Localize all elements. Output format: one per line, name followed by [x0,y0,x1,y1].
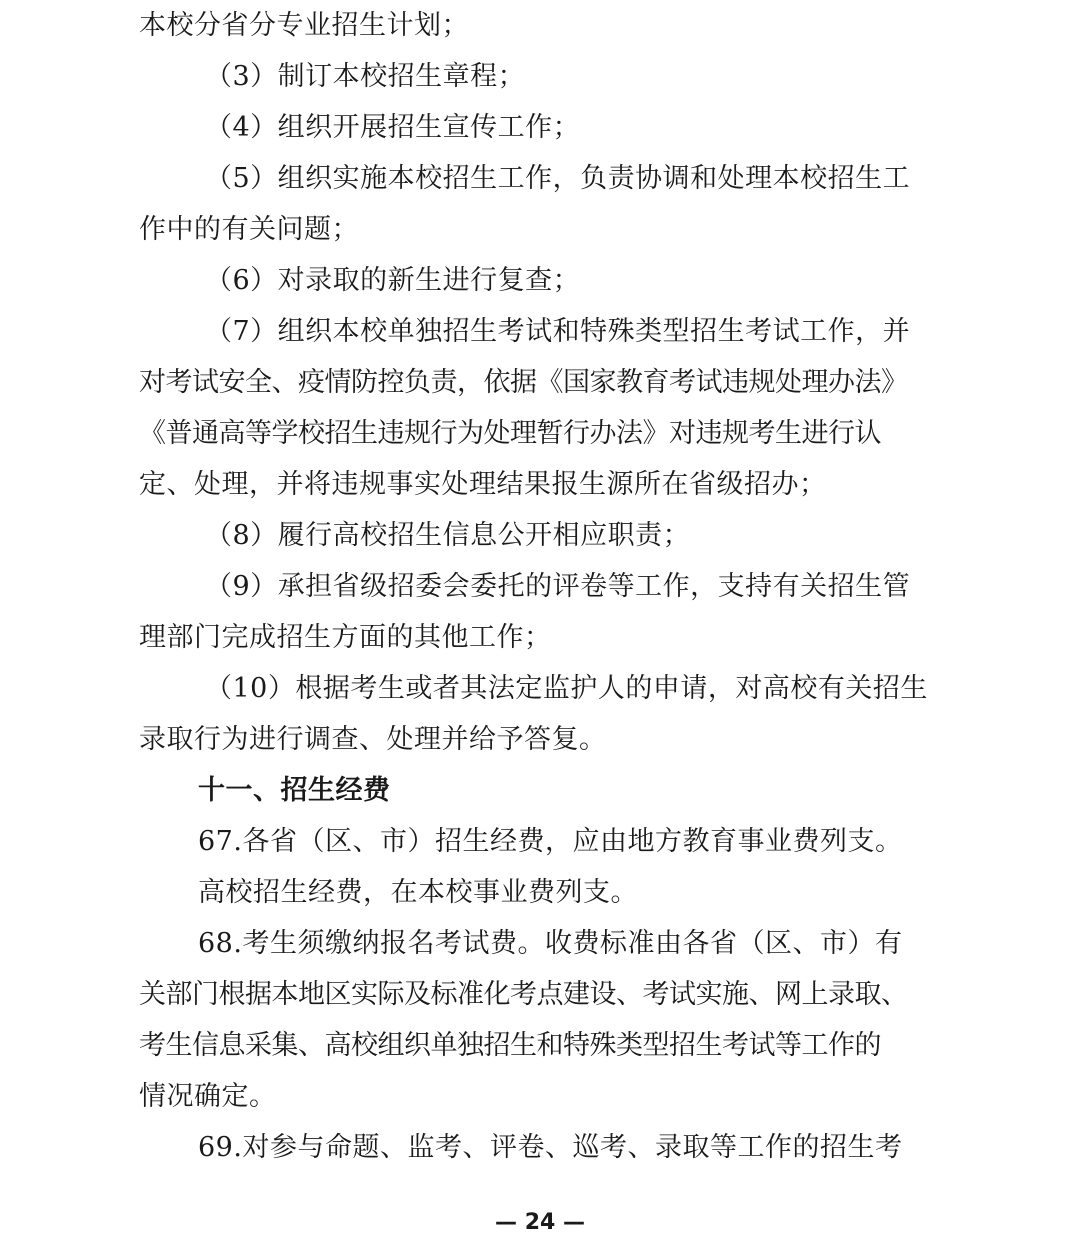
text-line: 《普通高等学校招生违规行为处理暂行办法》对违规考生进行认 [139,418,881,449]
text-line: 高校招生经费，在本校事业费列支。 [198,877,638,908]
page-number: — 24 — [495,1210,585,1235]
text-line: 本校分省分专业招生计划； [139,10,469,41]
text-line: （10）根据考生或者其法定监护人的申请，对高校有关招生 [205,673,928,704]
text-line: 作中的有关问题； [139,214,359,245]
text-line: 录取行为进行调查、处理并给予答复。 [139,724,607,755]
text-line: （8）履行高校招生信息公开相应职责； [205,520,691,551]
text-line: 67.各省（区、市）招生经费，应由地方教育事业费列支。 [198,826,903,857]
text-line: 68.考生须缴纳报名考试费。收费标准由各省（区、市）有 [198,928,903,959]
text-line: 关部门根据本地区实际及标准化考点建设、考试实施、网上录取、 [139,979,908,1010]
text-line: （6）对录取的新生进行复查； [205,265,581,296]
text-line: 理部门完成招生方面的其他工作； [139,622,552,653]
text-line: （5）组织实施本校招生工作，负责协调和处理本校招生工 [205,163,911,194]
text-line: 69.对参与命题、监考、评卷、巡考、录取等工作的招生考 [198,1132,903,1163]
text-line: （4）组织开展招生宣传工作； [205,112,581,143]
text-line: （9）承担省级招委会委托的评卷等工作，支持有关招生管 [205,571,911,602]
text-line: 情况确定。 [139,1081,277,1112]
section-heading: 十一、招生经费 [198,775,391,806]
text-line: （3）制订本校招生章程； [205,61,526,92]
text-line: 考生信息采集、高校组织单独招生和特殊类型招生考试等工作的 [139,1030,881,1061]
text-line: 对考试安全、疫情防控负责，依据《国家教育考试违规处理办法》 [139,367,908,398]
text-line: （7）组织本校单独招生考试和特殊类型招生考试工作，并 [205,316,911,347]
text-line: 定、处理，并将违规事实处理结果报生源所在省级招办； [139,469,827,500]
